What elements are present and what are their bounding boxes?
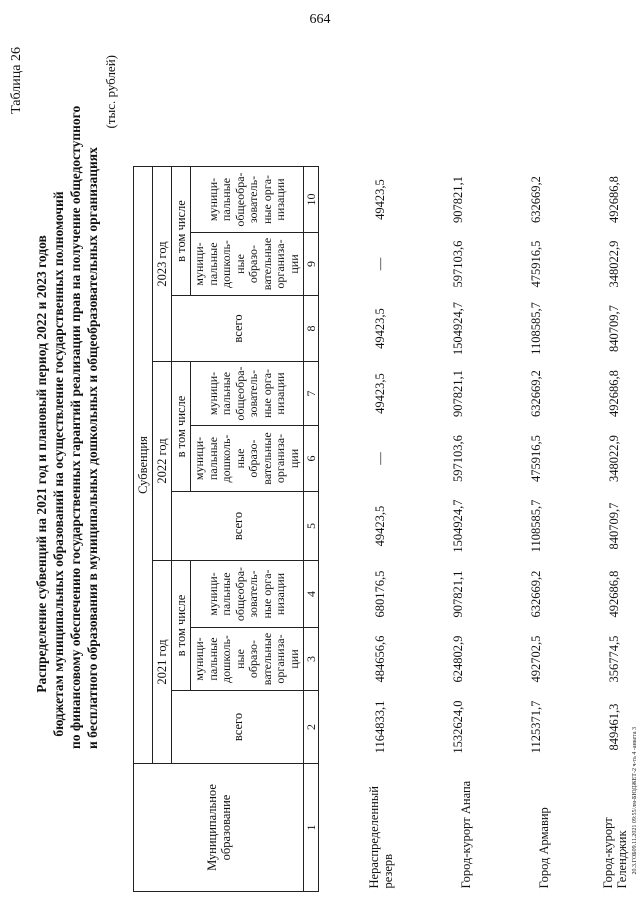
row-value: 1504924,7 bbox=[451, 499, 465, 553]
row-value: 632669,2 bbox=[529, 370, 543, 417]
header-year-2021: 2021 год bbox=[153, 561, 172, 764]
row-municipality-name: Город-курорт Геленджик bbox=[601, 817, 629, 889]
row-value: 840709,7 bbox=[607, 305, 621, 352]
table-row bbox=[475, 167, 553, 892]
row-value: 492686,8 bbox=[607, 570, 621, 618]
row-value: 840709,7 bbox=[607, 502, 621, 550]
row-value: 49423,5 bbox=[373, 308, 387, 349]
column-number: 7 bbox=[304, 362, 319, 426]
row-value: — bbox=[373, 452, 387, 465]
header-including-2021: в том числе bbox=[172, 561, 191, 691]
row-value: 492702,5 bbox=[529, 635, 543, 683]
row-value: 632669,2 bbox=[529, 176, 543, 223]
header-general-2022: муници-пальные общеобра-зователь-ные орга-низации bbox=[191, 362, 304, 426]
row-value: 597103,6 bbox=[451, 240, 465, 288]
header-subvention: Субвенция bbox=[134, 167, 153, 764]
row-value: 492686,8 bbox=[607, 176, 621, 223]
column-number: 6 bbox=[304, 426, 319, 492]
row-value: 849461,3 bbox=[607, 703, 621, 751]
row-value: 907821,1 bbox=[451, 176, 465, 223]
rotated-sheet bbox=[3, 39, 633, 899]
row-value: 597103,6 bbox=[451, 435, 465, 482]
header-total-2023: всего bbox=[172, 296, 304, 362]
header-municipality: Муниципальное образование bbox=[134, 764, 304, 892]
row-value: 907821,1 bbox=[451, 370, 465, 417]
title-line: и бесплатного образования в муниципальных дошкольных и общеобразовательных организациях bbox=[85, 147, 100, 749]
header-including-2022: в том числе bbox=[172, 362, 191, 492]
row-value: 1108585,7 bbox=[529, 499, 543, 553]
row-value: 632669,2 bbox=[529, 570, 543, 618]
title-line: по финансовому обеспечению государственных гарантий реализации прав на получение общедоступного bbox=[68, 105, 83, 749]
title-line: бюджетам муниципальных образований на осуществление государственных полномочий bbox=[51, 191, 66, 737]
header-year-2022: 2022 год bbox=[153, 362, 172, 561]
subvention-table bbox=[133, 166, 631, 892]
page-number: 664 bbox=[309, 12, 331, 27]
row-value: 624802,9 bbox=[451, 635, 465, 683]
table-row bbox=[553, 167, 631, 892]
units-label: (тыс. рублей) bbox=[103, 55, 118, 129]
column-number: 5 bbox=[304, 492, 319, 561]
row-municipality-name: Нераспределенный резерв bbox=[367, 786, 395, 889]
header-preschool-2023: муници-пальные дошколь-ные образо-вательные организа-ции bbox=[191, 233, 304, 296]
header-year-2023: 2023 год bbox=[153, 167, 172, 362]
table-row bbox=[397, 167, 475, 892]
column-number-row bbox=[304, 167, 319, 892]
row-municipality-name: Город Армавир bbox=[537, 807, 551, 889]
column-number: 3 bbox=[304, 628, 319, 691]
column-number: 10 bbox=[304, 167, 319, 233]
row-value: 1125371,7 bbox=[529, 700, 543, 754]
row-value: 475916,5 bbox=[529, 240, 543, 288]
row-value: 49423,5 bbox=[373, 179, 387, 220]
row-value: 907821,1 bbox=[451, 570, 465, 618]
row-value: 1108585,7 bbox=[529, 302, 543, 355]
header-total-2022: всего bbox=[172, 492, 304, 561]
header-total-2021: всего bbox=[172, 691, 304, 764]
row-value: 484656,6 bbox=[373, 635, 387, 683]
row-value: 1532624,0 bbox=[451, 700, 465, 754]
row-municipality-name: Город-курорт Анапа bbox=[459, 780, 473, 889]
column-number: 8 bbox=[304, 296, 319, 362]
table-label: Таблица 26 bbox=[9, 47, 24, 114]
header-preschool-2021: муници-пальные дошколь-ные образо-вательные организа-ции bbox=[191, 628, 304, 691]
row-value: 475916,5 bbox=[529, 435, 543, 482]
header-general-2021: муници-пальные общеобра-зователь-ные орга-низации bbox=[191, 561, 304, 628]
column-number: 9 bbox=[304, 233, 319, 296]
row-value: 49423,5 bbox=[373, 505, 387, 547]
row-value: 348022,9 bbox=[607, 240, 621, 288]
row-value: 680176,5 bbox=[373, 570, 387, 618]
footer-code: 20.3.ГОБ09.11.2021 09:55/лм-БЮДЖЕТ-2 ч-ть 4 -анкета 3 bbox=[632, 726, 638, 874]
column-number: 1 bbox=[304, 764, 319, 892]
title-line: Распределение субвенций на 2021 год и плановый период 2022 и 2023 годов bbox=[34, 235, 49, 693]
row-value: 356774,5 bbox=[607, 635, 621, 683]
row-value: — bbox=[373, 257, 387, 271]
table-row bbox=[319, 167, 398, 892]
header-including-2023: в том числе bbox=[172, 167, 191, 296]
row-value: 1164833,1 bbox=[373, 700, 387, 754]
row-value: 492686,8 bbox=[607, 370, 621, 417]
row-value: 348022,9 bbox=[607, 435, 621, 482]
header-general-2023: муници-пальные общеобра-зователь-ные орга-низации bbox=[191, 167, 304, 233]
column-number: 2 bbox=[304, 691, 319, 764]
header-preschool-2022: муници-пальные дошколь-ные образо-вательные организа-ции bbox=[191, 426, 304, 492]
row-value: 1504924,7 bbox=[451, 301, 465, 356]
row-value: 49423,5 bbox=[373, 373, 387, 414]
column-number: 4 bbox=[304, 561, 319, 628]
table-title bbox=[33, 105, 101, 749]
